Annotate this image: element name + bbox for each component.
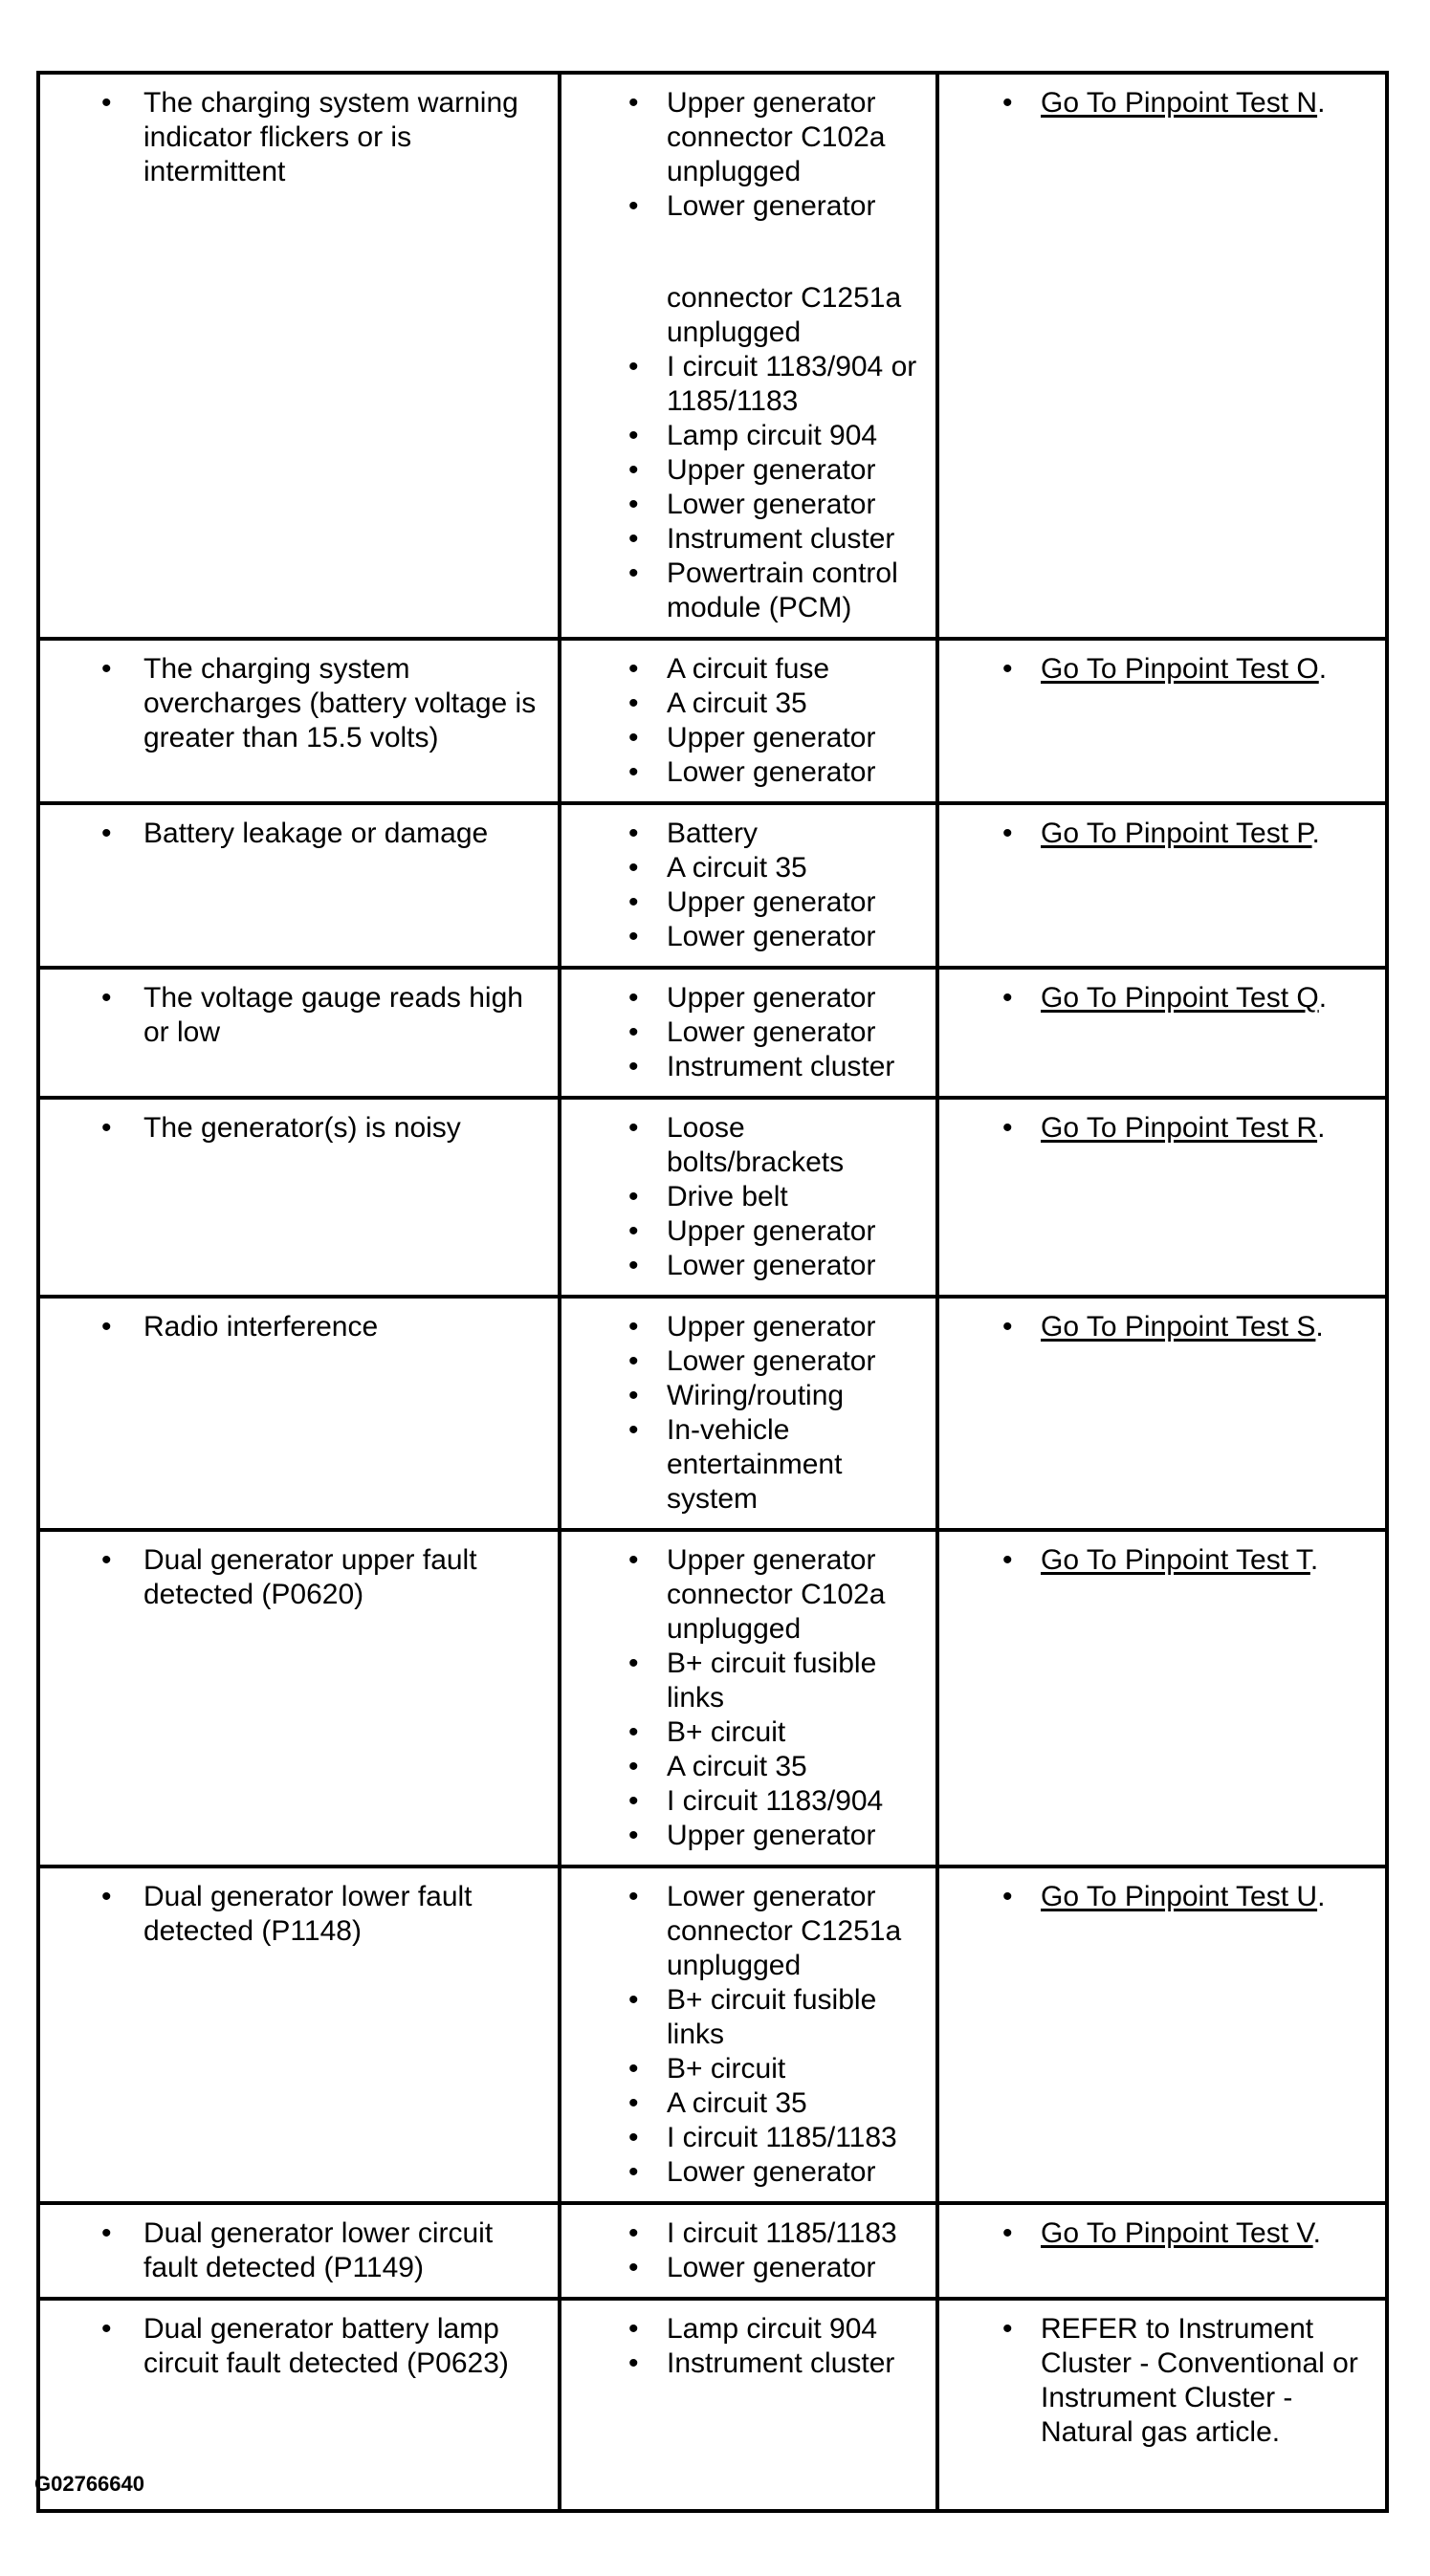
possible-source-item: • B+ circuit [561, 2052, 926, 2086]
table-row [38, 1098, 1387, 1297]
possible-source-item: • Lower generator [561, 1344, 926, 1379]
symptom-item: • Dual generator upper fault detected (P0620) [40, 1543, 548, 1612]
action-item [939, 1543, 1375, 1578]
possible-source-item: • A circuit 35 [561, 851, 926, 885]
possible-source-item: • Lower generator [561, 2155, 926, 2190]
possible-source-item: • Powertrain control module (PCM) [561, 557, 926, 625]
link-suffix: . [1317, 1881, 1326, 1912]
possible-source-item: • B+ circuit fusible links [561, 1983, 926, 2052]
possible-source-item: • Upper generator [561, 1819, 926, 1853]
action-cell [937, 1867, 1387, 2203]
action-item: • REFER to Instrument Cluster - Conventional or Instrument Cluster - Natural gas article. [939, 2312, 1375, 2450]
action-item [939, 981, 1375, 1015]
symptom-item: • The charging system overcharges (battery voltage is greater than 15.5 volts) [40, 652, 548, 755]
action-cell [937, 1297, 1387, 1530]
possible-source-cell [560, 803, 937, 968]
symptom-item: • Radio interference [40, 1310, 548, 1344]
possible-source-cell [560, 639, 937, 803]
action-cell [937, 968, 1387, 1098]
possible-source-item: • I circuit 1183/904 or 1185/1183 [561, 350, 926, 419]
symptom-cell [38, 1867, 560, 2203]
diagnostic-table-container [36, 71, 1385, 2513]
possible-source-cell [560, 1098, 937, 1297]
symptom-cell [38, 1098, 560, 1297]
symptom-cell [38, 968, 560, 1098]
figure-code: G02766640 [34, 2472, 144, 2496]
pinpoint-test-link[interactable]: Go To Pinpoint Test Q [1041, 982, 1319, 1014]
symptom-cell [38, 2203, 560, 2299]
pinpoint-test-link[interactable]: Go To Pinpoint Test R [1041, 1112, 1318, 1144]
possible-source-cell [560, 2299, 937, 2511]
table-row [38, 2299, 1387, 2511]
symptom-item: • The charging system warning indicator flickers or is intermittent [40, 86, 548, 189]
possible-source-item: • B+ circuit [561, 1715, 926, 1750]
possible-source-item: • Lower generator [561, 920, 926, 954]
link-suffix: . [1311, 818, 1320, 849]
pinpoint-test-link[interactable]: Go To Pinpoint Test N [1041, 87, 1318, 119]
possible-source-item: • Upper generator [561, 453, 926, 488]
possible-source-item: • Upper generator [561, 1214, 926, 1249]
table-row [38, 73, 1387, 639]
possible-source-cell [560, 73, 937, 639]
link-suffix: . [1315, 1311, 1324, 1343]
symptom-chart-table [36, 71, 1389, 2513]
possible-source-item: • Upper generator [561, 885, 926, 920]
action-cell [937, 2299, 1387, 2511]
possible-source-cell [560, 2203, 937, 2299]
possible-source-item: • Lower generator [561, 1249, 926, 1283]
symptom-cell [38, 803, 560, 968]
possible-source-item: • Upper generator [561, 981, 926, 1015]
possible-source-item: • Lower generator [561, 488, 926, 522]
symptom-cell [38, 73, 560, 639]
possible-source-item: • Lamp circuit 904 [561, 2312, 926, 2347]
possible-source-item: • Lower generator connector C1251a unplugged [561, 1880, 926, 1983]
possible-source-item: • Wiring/routing [561, 1379, 926, 1413]
possible-source-item: • I circuit 1185/1183 [561, 2121, 926, 2155]
action-item [939, 1310, 1375, 1344]
pinpoint-test-link[interactable]: Go To Pinpoint Test U [1041, 1881, 1318, 1912]
table-row [38, 1530, 1387, 1867]
action-cell [937, 2203, 1387, 2299]
possible-source-item: • I circuit 1183/904 [561, 1784, 926, 1819]
possible-source-cell [560, 1867, 937, 2203]
link-suffix: . [1318, 982, 1328, 1014]
possible-source-item: • I circuit 1185/1183 [561, 2216, 926, 2251]
possible-source-item: • Lower generator [561, 755, 926, 790]
action-cell [937, 73, 1387, 639]
pinpoint-test-link[interactable]: Go To Pinpoint Test T [1041, 1544, 1310, 1576]
table-row [38, 2203, 1387, 2299]
symptom-cell [38, 1297, 560, 1530]
action-item [939, 817, 1375, 851]
possible-source-item: • Battery [561, 817, 926, 851]
pinpoint-test-link[interactable]: Go To Pinpoint Test V [1041, 2217, 1313, 2249]
possible-source-cell [560, 968, 937, 1098]
table-row [38, 1297, 1387, 1530]
link-suffix: . [1317, 87, 1326, 119]
possible-source-item: • Instrument cluster [561, 1050, 926, 1084]
possible-source-cell [560, 1297, 937, 1530]
possible-source-item: • Upper generator connector C102a unplugged [561, 86, 926, 189]
link-suffix: . [1318, 653, 1328, 685]
symptom-item: • Battery leakage or damage [40, 817, 548, 851]
possible-source-item: • Upper generator [561, 1310, 926, 1344]
table-row [38, 1867, 1387, 2203]
table-row [38, 803, 1387, 968]
link-suffix: . [1317, 1112, 1326, 1144]
possible-source-item: • Drive belt [561, 1180, 926, 1214]
possible-source-item: • Lower generator [561, 2251, 926, 2285]
possible-source-item: • Instrument cluster [561, 2347, 926, 2381]
possible-source-item: • B+ circuit fusible links [561, 1647, 926, 1715]
symptom-item: • Dual generator lower fault detected (P1148) [40, 1880, 548, 1949]
action-item [939, 1111, 1375, 1146]
symptom-item: • The generator(s) is noisy [40, 1111, 548, 1146]
symptom-item: • Dual generator battery lamp circuit fault detected (P0623) [40, 2312, 548, 2381]
possible-source-item: • Lower generator [561, 1015, 926, 1050]
possible-source-item: • A circuit fuse [561, 652, 926, 687]
table-row [38, 968, 1387, 1098]
link-suffix: . [1309, 1544, 1319, 1576]
action-cell [937, 803, 1387, 968]
action-item [939, 1880, 1375, 1914]
symptom-item: • Dual generator lower circuit fault detected (P1149) [40, 2216, 548, 2285]
action-cell [937, 1098, 1387, 1297]
action-cell [937, 639, 1387, 803]
table-row [38, 639, 1387, 803]
pinpoint-test-link[interactable]: Go To Pinpoint Test P [1041, 818, 1312, 849]
possible-source-item: • A circuit 35 [561, 1750, 926, 1784]
possible-source-item: connector C1251a unplugged [667, 282, 902, 348]
symptom-cell [38, 1530, 560, 1867]
link-suffix: . [1312, 2217, 1321, 2249]
possible-source-item: • Upper generator [561, 721, 926, 755]
action-item [939, 652, 1375, 687]
action-item [939, 2216, 1375, 2251]
possible-source-item: • Lamp circuit 904 [561, 419, 926, 453]
action-cell [937, 1530, 1387, 1867]
pinpoint-test-link[interactable]: Go To Pinpoint Test O [1041, 653, 1319, 685]
possible-source-item: • In-vehicle entertainment system [561, 1413, 926, 1517]
possible-source-cell [560, 1530, 937, 1867]
possible-source-item: • Loose bolts/brackets [561, 1111, 926, 1180]
symptom-item: • The voltage gauge reads high or low [40, 981, 548, 1050]
action-item [939, 86, 1375, 120]
possible-source-item: • Upper generator connector C102a unplugged [561, 1543, 926, 1647]
possible-source-item: • Instrument cluster [561, 522, 926, 557]
possible-source-item: • A circuit 35 [561, 687, 926, 721]
possible-source-item: • Lower generator [561, 189, 926, 224]
symptom-cell [38, 639, 560, 803]
pinpoint-test-link[interactable]: Go To Pinpoint Test S [1041, 1311, 1316, 1343]
possible-source-item: • A circuit 35 [561, 2086, 926, 2121]
